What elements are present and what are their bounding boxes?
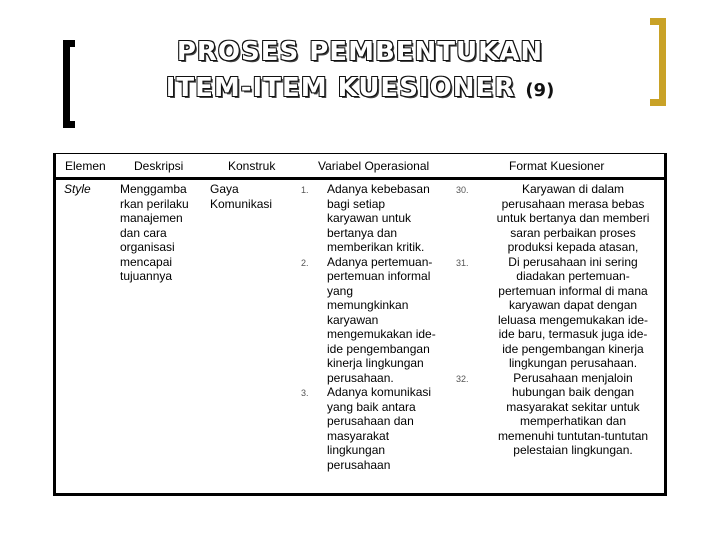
variabel-line: karyawan — [327, 312, 379, 327]
variabel-line: karyawan untuk — [327, 211, 412, 225]
format-line: Karyawan di dalam — [521, 182, 625, 196]
deskripsi-line: Menggamba — [120, 182, 187, 196]
konstruk-line: Komunikasi — [210, 196, 273, 211]
variabel-number: 1. — [301, 185, 309, 195]
variabel-item-3 — [301, 385, 451, 472]
deskripsi-line: rkan perilaku — [120, 196, 189, 211]
variabel-line: bagi setiap — [327, 196, 386, 211]
format-line: Di perusahaan ini sering — [508, 254, 638, 269]
format-line: Perusahaan menjaloin — [513, 370, 633, 385]
format-line: ide baru, termasuk juga ide- — [498, 327, 648, 341]
format-line: pertemuan informal di mana — [498, 283, 648, 298]
variabel-line: Adanya komunikasi — [327, 385, 432, 399]
variabel-line: perusahaan — [327, 457, 391, 472]
cell-format-kuesioner — [456, 182, 661, 458]
format-line: produksi kepada atasan, — [507, 240, 639, 254]
variabel-line: Adanya kebebasan — [327, 182, 430, 196]
deskripsi-line: mencapai — [120, 254, 173, 269]
slide-title — [100, 34, 620, 109]
konstruk-line: Gaya — [210, 182, 239, 196]
header-deskripsi: Deskripsi — [134, 159, 184, 173]
format-line: hubungan baik dengan — [511, 385, 635, 399]
format-line: leluasa mengemukakan ide- — [497, 312, 649, 327]
format-line: ide pengembangan kinerja — [502, 341, 644, 356]
questionnaire-table — [53, 153, 667, 496]
variabel-line: yang — [327, 283, 354, 298]
cell-elemen: Style — [64, 182, 91, 196]
variabel-line: memberikan kritik. — [327, 240, 425, 254]
format-line: perusahaan merasa bebas — [501, 196, 645, 211]
header-format-kuesioner: Format Kuesioner — [509, 159, 605, 173]
variabel-line: perusahaan dan — [327, 414, 414, 428]
variabel-line: mengemukakan ide- — [327, 327, 436, 341]
format-item-30 — [456, 182, 661, 255]
cell-deskripsi — [120, 182, 204, 284]
title-line-1: PROSES PEMBENTUKAN — [176, 37, 544, 67]
title-suffix: (9) — [525, 80, 555, 101]
format-number: 30. — [456, 185, 469, 195]
format-number: 32. — [456, 373, 469, 384]
variabel-line: kinerja lingkungan — [327, 356, 424, 370]
table-header-row — [56, 154, 664, 180]
format-line: karyawan dapat dengan — [508, 298, 638, 312]
right-bracket-decoration — [650, 18, 666, 106]
header-konstruk: Konstruk — [228, 159, 276, 173]
format-line: pelestaian lingkungan. — [513, 443, 633, 457]
variabel-item-1 — [301, 182, 451, 255]
variabel-line: pertemuan informal — [327, 269, 431, 283]
format-line: saran perbaikan proses — [510, 225, 636, 240]
variabel-line: lingkungan — [327, 443, 386, 457]
format-line: untuk bertanya dan memberi — [496, 211, 650, 225]
header-variabel-operasional: Variabel Operasional — [318, 159, 430, 173]
format-line: memperhatikan dan — [519, 414, 627, 428]
format-number: 31. — [456, 257, 469, 268]
deskripsi-line: tujuannya — [120, 269, 173, 283]
format-item-32 — [456, 371, 661, 458]
variabel-line: memungkinkan — [327, 298, 409, 312]
format-line: memenuhi tuntutan-tuntutan — [497, 428, 649, 443]
header-elemen: Elemen — [65, 159, 106, 173]
title-line-2 — [100, 70, 620, 109]
cell-variabel-operasional — [301, 182, 451, 472]
variabel-number: 2. — [301, 257, 309, 268]
variabel-line: bertanya dan — [327, 225, 398, 240]
variabel-list — [301, 182, 451, 472]
variabel-item-2 — [301, 255, 451, 386]
variabel-line: ide pengembangan — [327, 341, 430, 356]
variabel-line: yang baik antara — [327, 399, 416, 414]
cell-konstruk — [210, 182, 290, 211]
variabel-line: Adanya pertemuan- — [327, 254, 433, 269]
format-line: diadakan pertemuan- — [516, 269, 630, 283]
left-bracket-decoration — [63, 40, 75, 128]
variabel-line: masyarakat — [327, 428, 390, 443]
format-item-31 — [456, 255, 661, 371]
variabel-number: 3. — [301, 388, 309, 398]
title-line-2-text: ITEM-ITEM KUESIONER — [165, 73, 516, 103]
deskripsi-line: dan cara — [120, 225, 167, 240]
format-line: masyarakat sekitar untuk — [506, 399, 640, 414]
format-list — [456, 182, 661, 458]
variabel-line: perusahaan. — [327, 370, 394, 385]
format-line: lingkungan perusahaan. — [508, 356, 638, 370]
deskripsi-line: organisasi — [120, 240, 175, 254]
deskripsi-line: manajemen — [120, 211, 183, 225]
